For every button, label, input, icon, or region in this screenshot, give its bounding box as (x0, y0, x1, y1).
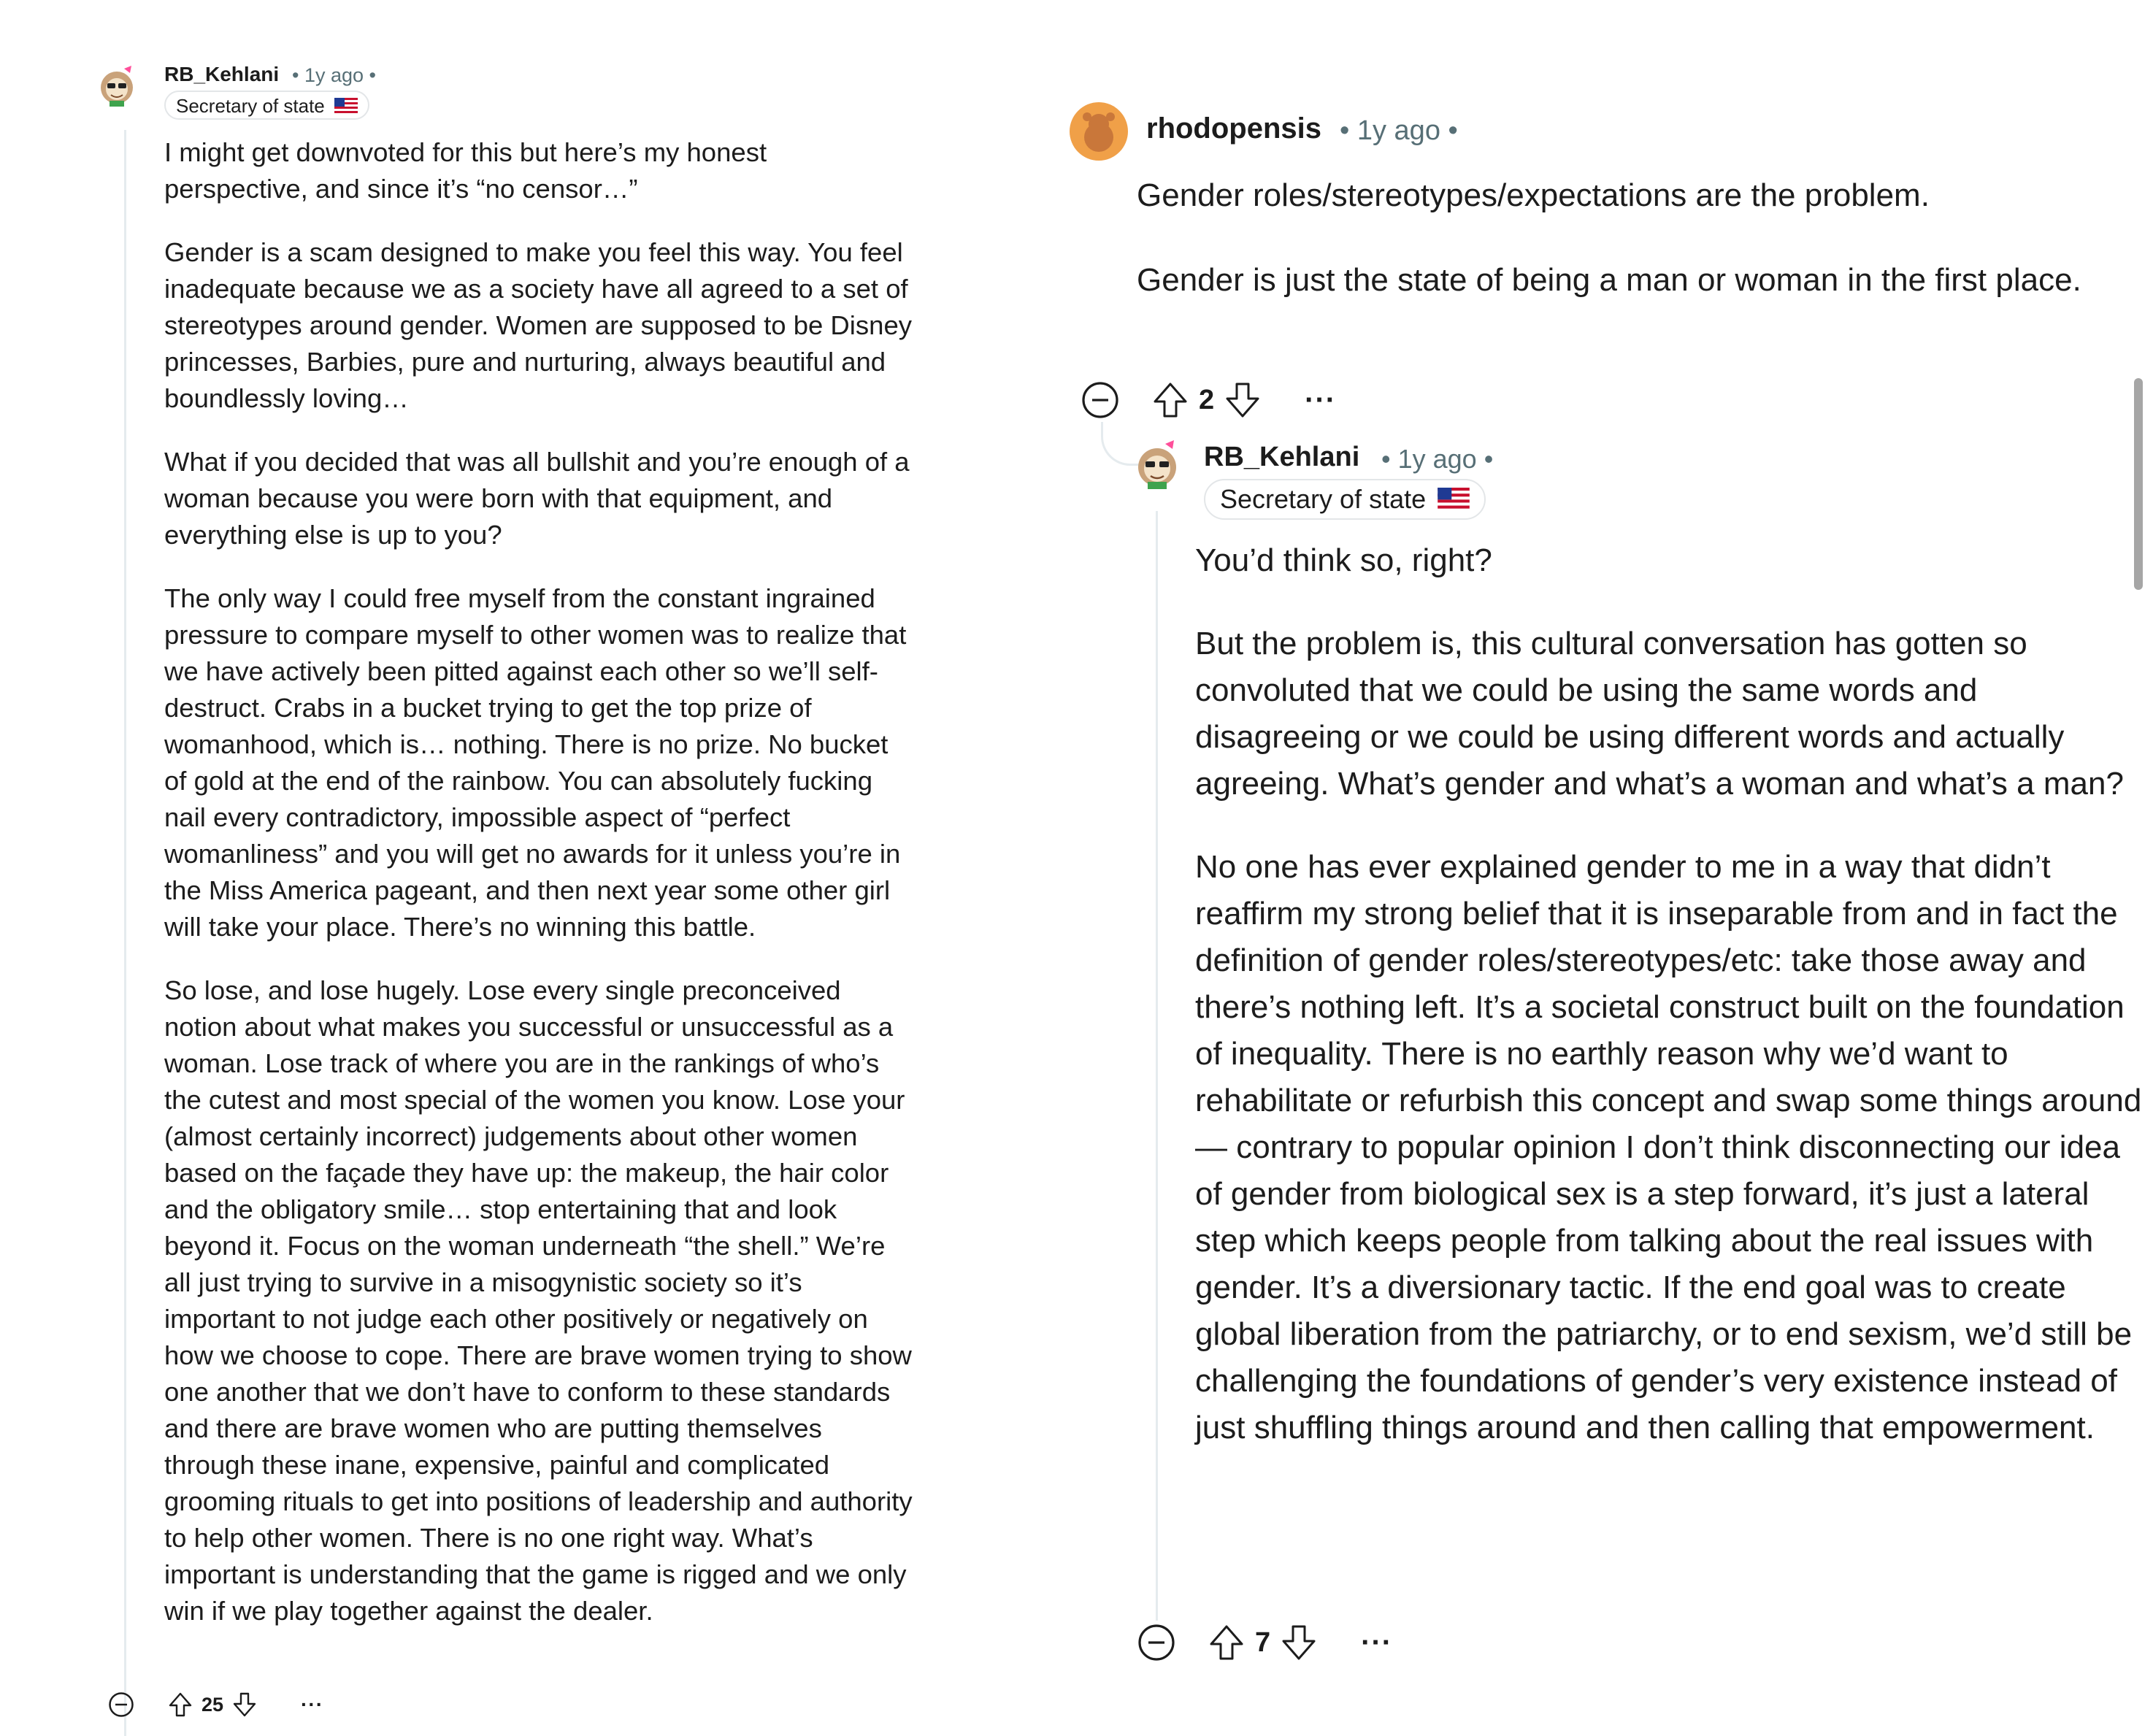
thread-line[interactable] (1156, 511, 1158, 1621)
vote-count: 7 (1255, 1626, 1271, 1658)
flair-text: Secretary of state (176, 95, 325, 117)
comment-timestamp: • 1y ago • (1340, 115, 1458, 146)
us-flag-icon (1438, 482, 1470, 520)
comment-paragraph: So lose, and lose hugely. Lose every single preconceived notion about what makes you successful or unsuccessful as a woman. Lose track of where you are in the rankings of who’s the cutest and most special of the women you know. Lose your (almost certainly incorrect) judgements about other women based on the façade they have up: the makeup, the hair color and the obligatory smile… stop entertaining that and look beyond it. Focus on the woman underneath “the shell.” We’re all just trying to survive in a misogynistic society so it’s important to not judge each other positively or negatively on how we choose to cope. There are brave women trying to show one another that we don’t have to conform to these standards and there are brave women who are putting themselves through these inane, expensive, painful and complicated grooming rituals to get into positions of leadership and authority to help other women. There is no one right way. What’s important is understanding that the game is rigged and we only win if we play together against the dealer. (164, 975, 913, 1626)
more-options-button[interactable]: ··· (1305, 383, 1337, 416)
upvote-arrow-icon[interactable] (168, 1691, 193, 1718)
avatar[interactable] (1070, 102, 1128, 161)
us-flag-icon (334, 93, 358, 121)
avatar[interactable] (95, 63, 139, 107)
comment-author[interactable]: RB_Kehlani (164, 63, 280, 85)
avatar[interactable] (1132, 438, 1183, 489)
collapse-icon[interactable] (1081, 380, 1120, 420)
vote-count: 2 (1199, 384, 1215, 415)
upvote-arrow-icon[interactable] (1208, 1624, 1245, 1662)
comment-paragraph: I might get downvoted for this but here’s my honest perspective, and since it’s “no censor…” (164, 137, 767, 204)
collapse-icon[interactable] (108, 1691, 134, 1718)
user-flair (164, 91, 369, 120)
flair-text: Secretary of state (1220, 484, 1427, 514)
comment-author[interactable]: RB_Kehlani (1204, 442, 1360, 472)
comment-paragraph: No one has ever explained gender to me in a way that didn’t reaffirm my strong belief that it is inseparable from and in fact the definition of gender roles/stereotypes/etc: take those away and there’s nothing left. It’s a societal construct built on the foundation of inequality. There is no earthly reason why we’d want to rehabilitate or refurbish this concept and swap some things around — contrary to popular opinion I don’t think disconnecting our idea of gender from biological sex is a step forward, it’s just a lateral step which keeps people from talking about the real issues with gender. It’s a diversionary tactic. If the end goal was to create global liberation from the patriarchy, or to end sexism, we’d still be challenging the foundations of gender’s very existence instead of just shuffling things around and then calling that empowerment. (1195, 849, 2142, 1445)
comment-paragraph: You’d think so, right? (1195, 542, 1492, 578)
right-comment-panel (1037, 0, 2153, 1732)
vote-count: 25 (202, 1693, 224, 1716)
comment-body (1137, 172, 2108, 342)
comment-paragraph: But the problem is, this cultural conversation has gotten so convoluted that we could be using the same words and disagreeing or we could be using different words and actually agreeing. What’s gender and what’s a woman and what’s a man? (1195, 626, 2124, 802)
downvote-arrow-icon[interactable] (1281, 1624, 1317, 1662)
comment-body (1195, 537, 2144, 1488)
comment-author[interactable]: rhodopensis (1146, 112, 1322, 145)
comment-action-bar (1081, 378, 1336, 422)
downvote-arrow-icon[interactable] (1224, 381, 1261, 419)
comment-timestamp: • 1y ago • (1381, 444, 1494, 474)
comment-body (164, 134, 916, 1656)
comment-paragraph: Gender roles/stereotypes/expectations are the problem. (1137, 177, 1930, 213)
comment-paragraph: The only way I could free myself from the constant ingrained pressure to compare myself to other women was to realize that we have actively been pitted against each other so we’ll self-destruct. Crabs in a bucket trying to get the top prize of womanhood, which is… nothing. There is no prize. No bucket of gold at the end of the rainbow. You can absolutely fucking nail every contradictory, impossible aspect of “perfect womanliness” and you will get no awards for it unless you’re in the Miss America pageant, and then next year some other girl will take your place. There’s no winning this battle. (164, 583, 907, 942)
downvote-arrow-icon[interactable] (232, 1691, 257, 1718)
comment-timestamp: • 1y ago • (292, 64, 376, 86)
comment-action-bar (1137, 1621, 1392, 1664)
comment-paragraph: What if you decided that was all bullshit and you’re enough of a woman because you were born with that equipment, and everything else is up to you? (164, 447, 910, 550)
upvote-arrow-icon[interactable] (1152, 381, 1189, 419)
scrollbar-thumb[interactable] (2134, 378, 2143, 590)
user-flair (1204, 479, 1486, 520)
thread-line[interactable] (124, 130, 126, 1736)
comment-paragraph: Gender is just the state of being a man or woman in the first place. (1137, 262, 2081, 298)
left-comment-panel (0, 0, 949, 1732)
comment-paragraph: Gender is a scam designed to make you feel this way. You feel inadequate because we as a society have all agreed to a set of stereotypes around gender. Women are supposed to be Disney princesses, Barbies, pure and nurturing, always beautiful and boundlessly loving… (164, 237, 912, 413)
more-options-button[interactable]: ··· (1361, 1626, 1393, 1659)
collapse-icon[interactable] (1137, 1623, 1176, 1662)
more-options-button[interactable]: ··· (301, 1693, 324, 1716)
comment-action-bar (108, 1689, 323, 1721)
